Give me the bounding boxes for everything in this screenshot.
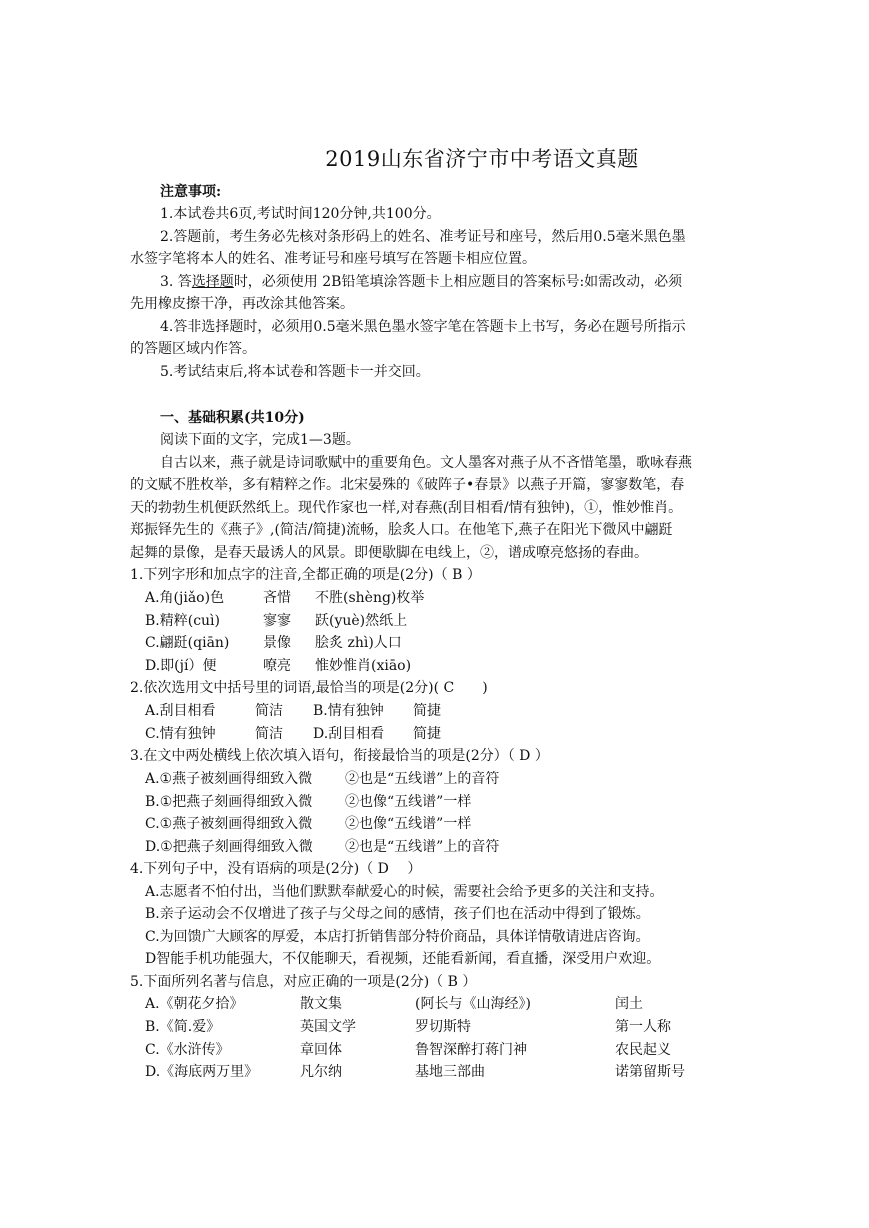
answer-option: C.翩跹(qiān) 景像 脍炙 zhì)人口 — [145, 635, 402, 651]
answer-option: D.即(jí）便 嘹亮 惟妙惟肖(xiāo) — [145, 658, 412, 674]
notice-item: 的答题区域内作答。 — [130, 341, 256, 357]
answer-option: B.①把燕子刻画得细致入微 ②也像“五线谱”一样 — [145, 794, 472, 810]
question-stem: 2.依次选用文中括号里的词语,最恰当的项是(2分)( C ) — [130, 680, 488, 696]
underlined-term: 选择题 — [191, 274, 234, 290]
question-stem: 1.下列字形和加点字的注音,全都正确的项是(2分)（ B ） — [130, 567, 481, 583]
question-stem: 3.在文中两处横线上依次填入语句，衔接最恰当的项是(2分）（ D ） — [130, 748, 549, 764]
page-title: 2019山东省济宁市中考语文真题 — [325, 147, 639, 171]
notice-heading: 注意事项: — [160, 184, 222, 200]
answer-option: A.①燕子被刻画得细致入微 ②也是“五线谱”上的音符 — [145, 771, 500, 787]
answer-option: C.《水浒传》 章回体 鲁智深醉打蒋门神 农民起义 — [145, 1042, 671, 1058]
notice-item: 1.本试卷共6页,考试时间120分钟,共100分。 — [160, 206, 441, 222]
answer-option: C.情有独钟 简洁 D.刮目相看 简捷 — [145, 726, 441, 742]
answer-option: B.亲子运动会不仅增进了孩子与父母之间的感情，孩子们也在活动中得到了锻炼。 — [145, 906, 650, 922]
answer-option: A.志愿者不怕付出，当他们默默奉献爱心的时候，需要社会给予更多的关注和支持。 — [145, 884, 664, 900]
notice-item: 先用橡皮擦干净，再改涂其他答案。 — [130, 296, 354, 312]
passage-line: 郑振铎先生的《燕子》,(简洁/简捷)流畅，脍炙人口。在他笔下,燕子在阳光下微风中翩跹 — [130, 522, 673, 538]
answer-option: D.《海底两万里》 凡尔纳 基地三部曲 诺第留斯号 — [145, 1064, 685, 1080]
section-intro: 阅读下面的文字，完成1—3题。 — [160, 432, 360, 448]
question-stem: 5.下面所列名著与信息，对应正确的一项是(2分)（ B ） — [130, 974, 477, 990]
question-stem: 4.下列句子中，没有语病的项是(2分)（ D ） — [130, 861, 422, 877]
passage-line: 天的勃勃生机便跃然纸上。现代作家也一样,对春燕(刮目相看/情有独钟)，①，惟妙惟肖。 — [130, 500, 683, 516]
passage-line: 的文赋不胜枚举，多有精粹之作。北宋晏殊的《破阵子•春景》以燕子开篇，寥寥数笔，春 — [130, 477, 685, 493]
answer-option: B.《简.爱》 英国文学 罗切斯特 第一人称 — [145, 1019, 671, 1035]
notice-item: 4.答非选择题时，必须用0.5毫米黑色墨水签字笔在答题卡上书写，务必在题号所指示 — [160, 319, 686, 335]
section-heading: 一、基础积累(共10分) — [160, 410, 305, 426]
passage-line: 起舞的景像，是春天最诱人的风景。即便歇脚在电线上，②，谱成嘹亮悠扬的春曲。 — [130, 545, 648, 561]
notice-item: 水签字笔将本人的姓名、准考证号和座号填写在答题卡相应位置。 — [130, 251, 536, 267]
answer-option: C.为回馈广大顾客的厚爱，本店打折销售部分特价商品，具体详情敬请进店咨询。 — [145, 929, 650, 945]
answer-option: D智能手机功能强大，不仅能聊天，看视频，还能看新闻，看直播，深受用户欢迎。 — [145, 951, 661, 967]
notice-item: 2.答题前，考生务必先核对条形码上的姓名、准考证号和座号，然后用0.5毫米黑色墨 — [160, 229, 686, 245]
answer-option: B.精粹(cuì) 寥寥 跃(yuè)然纸上 — [145, 613, 408, 629]
notice-item: 5.考试结束后,将本试卷和答题卡一并交回。 — [160, 364, 430, 380]
notice-item: 3. 答选择题时，必须使用 2B铅笔填涂答题卡上相应题目的答案标号:如需改动，必须 — [160, 274, 683, 290]
passage-line: 自古以来，燕子就是诗词歌赋中的重要角色。文人墨客对燕子从不吝惜笔墨，歌咏春燕 — [160, 455, 692, 471]
answer-option: A.刮目相看 简洁 B.情有独钟 简捷 — [145, 703, 441, 719]
answer-option: D.①把燕子刻画得细致入微 ②也是“五线谱”上的音符 — [145, 839, 500, 855]
answer-option: C.①燕子被刻画得细致入微 ②也像“五线谱”一样 — [145, 816, 472, 832]
answer-option: A.《朝花夕拾》 散文集 (阿长与《山海经》) 闰土 — [145, 996, 643, 1012]
answer-option: A.角(jiǎo)色 吝惜 不胜(shèng)枚举 — [145, 590, 425, 606]
